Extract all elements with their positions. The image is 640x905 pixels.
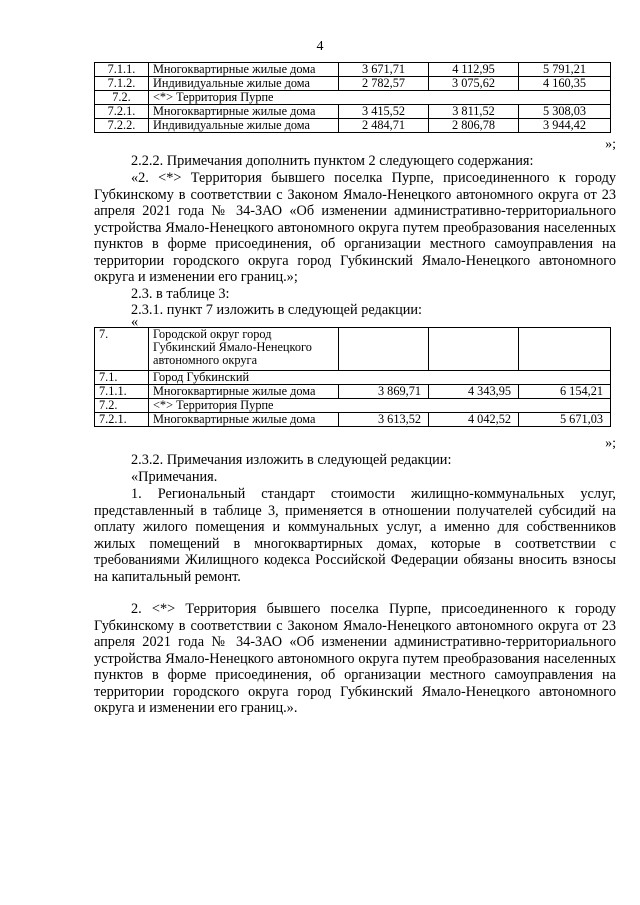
row-label: Многоквартирные жилые дома <box>149 63 339 77</box>
cell-value <box>339 328 429 371</box>
tariff-table-item-7 <box>94 327 611 427</box>
section-2-3-1: 2.3.1. пункт 7 изложить в следующей редакции: <box>131 302 423 318</box>
closing-quote: »; <box>605 436 616 451</box>
table-row <box>95 77 611 91</box>
table-row <box>95 105 611 119</box>
tariff-table-part-1 <box>94 62 611 133</box>
page-number: 4 <box>316 39 324 54</box>
cell-value: 3 811,52 <box>429 105 519 119</box>
cell-value: 3 671,71 <box>339 63 429 77</box>
cell-value: 3 075,62 <box>429 77 519 91</box>
row-number: 7.1. <box>95 371 149 385</box>
row-label: Многоквартирные жилые дома <box>149 385 339 399</box>
table-row <box>95 385 611 399</box>
notes-heading: «Примечания. <box>131 469 218 485</box>
section-2-3: 2.3. в таблице 3: <box>131 286 230 302</box>
cell-value: 3 944,42 <box>519 119 611 133</box>
cell-value: 2 806,78 <box>429 119 519 133</box>
row-label: Город Губкинский <box>149 371 611 385</box>
cell-value: 4 112,95 <box>429 63 519 77</box>
table-row <box>95 91 611 105</box>
cell-value: 2 484,71 <box>339 119 429 133</box>
row-number: 7.2.2. <box>95 119 149 133</box>
row-number: 7.2.1. <box>95 413 149 427</box>
row-label: Городской округ город Губкинский Ямало-Ненецкого автономного округа <box>149 328 339 371</box>
cell-value: 2 782,57 <box>339 77 429 91</box>
table-row <box>95 371 611 385</box>
row-label: <*> Территория Пурпе <box>149 399 611 413</box>
row-label: Индивидуальные жилые дома <box>149 77 339 91</box>
cell-value <box>519 328 611 371</box>
note-2-text: «2. <*> Территория бывшего поселка Пурпе, присоединенного к городу Губкинскому в соответствии с Законом Ямало-Ненецкого автономного округа от 23 апреля 2021 года № 34-ЗАО «Об изменении административно-территориального устройства Ямало-Ненецкого автономного округа путем преобразования населенных пунктов в форме присоединения, об организации местного самоуправления на территории городского округа город Губкинский Ямало-Ненецкого автономного округа и изменении его границ.»; <box>94 170 616 285</box>
row-number: 7.1.1. <box>95 385 149 399</box>
row-number: 7.2. <box>95 91 149 105</box>
cell-value: 5 671,03 <box>519 413 611 427</box>
section-2-3-2: 2.3.2. Примечания изложить в следующей редакции: <box>131 452 452 468</box>
closing-quote: »; <box>605 137 616 152</box>
cell-value: 3 613,52 <box>339 413 429 427</box>
row-number: 7.2. <box>95 399 149 413</box>
row-number: 7.1.2. <box>95 77 149 91</box>
cell-value: 4 343,95 <box>429 385 519 399</box>
row-label: Многоквартирные жилые дома <box>149 413 339 427</box>
table-row <box>95 63 611 77</box>
row-label: <*> Территория Пурпе <box>149 91 611 105</box>
cell-value: 4 042,52 <box>429 413 519 427</box>
row-number: 7.1.1. <box>95 63 149 77</box>
table-row <box>95 413 611 427</box>
note-1-text: 1. Региональный стандарт стоимости жилищно-коммунальных услуг, представленный в таблице 3, применяется в отношении получателей субсидий на оплату жилого помещения и коммунальных услуг, а именно для собственников жилых помещений в многоквартирных домах, которые в соответствии с требованиями Жилищного кодекса Российской Федерации обязаны вносить взносы на капитальный ремонт. <box>94 486 616 585</box>
row-label: Многоквартирные жилые дома <box>149 105 339 119</box>
section-2-2-2: 2.2.2. Примечания дополнить пунктом 2 следующего содержания: <box>131 153 534 169</box>
cell-value: 5 791,21 <box>519 63 611 77</box>
cell-value: 3 415,52 <box>339 105 429 119</box>
row-label: Индивидуальные жилые дома <box>149 119 339 133</box>
cell-value: 4 160,35 <box>519 77 611 91</box>
cell-value: 5 308,03 <box>519 105 611 119</box>
cell-value: 3 869,71 <box>339 385 429 399</box>
table-row <box>95 328 611 371</box>
note-2b-text: 2. <*> Территория бывшего поселка Пурпе, присоединенного к городу Губкинскому в соответствии с Законом Ямало-Ненецкого автономного округа от 23 апреля 2021 года № 34-ЗАО «Об изменении административно-территориального устройства Ямало-Ненецкого автономного округа путем преобразования населенных пунктов в форме присоединения, об организации местного самоуправления на территории городского округа город Губкинский Ямало-Ненецкого автономного округа и изменении его границ.». <box>94 601 616 716</box>
cell-value: 6 154,21 <box>519 385 611 399</box>
opening-quote: « <box>131 314 139 330</box>
table-row <box>95 119 611 133</box>
cell-value <box>429 328 519 371</box>
row-number: 7.2.1. <box>95 105 149 119</box>
table-row <box>95 399 611 413</box>
row-number: 7. <box>95 328 149 371</box>
